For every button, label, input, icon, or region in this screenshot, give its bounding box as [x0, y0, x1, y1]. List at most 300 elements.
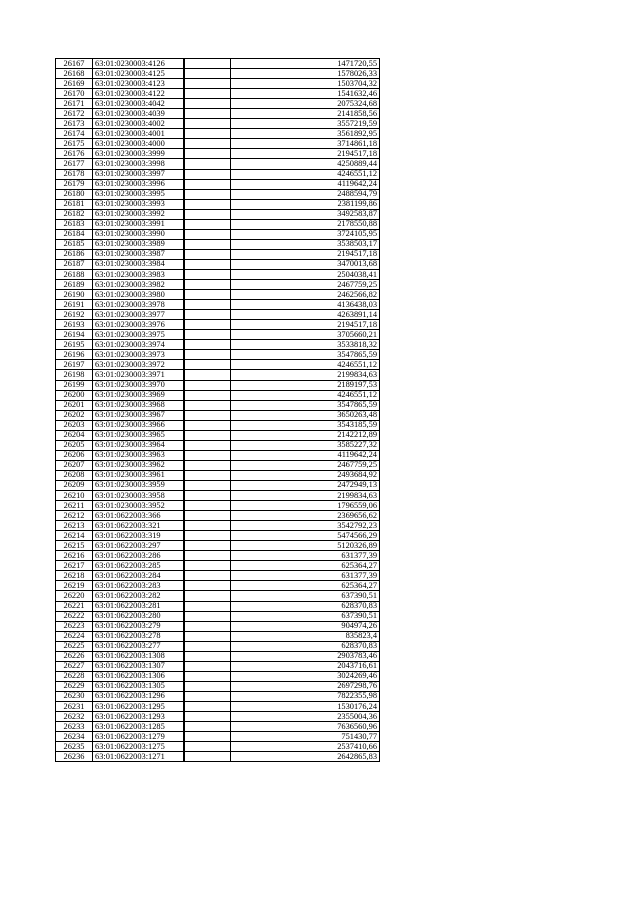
- cadastral-number: 63:01:0230003:3992: [93, 209, 185, 219]
- cadastral-number: 63:01:0230003:4039: [93, 109, 185, 119]
- empty-cell: [184, 641, 231, 651]
- row-number: 26221: [56, 601, 93, 611]
- cadastral-number: 63:01:0230003:3968: [93, 400, 185, 410]
- cadastral-value: 3024269,46: [231, 671, 380, 681]
- row-number: 26207: [56, 460, 93, 470]
- row-number: 26214: [56, 531, 93, 541]
- empty-cell: [184, 350, 231, 360]
- cadastral-value: 4119642,24: [231, 179, 380, 189]
- empty-cell: [184, 651, 231, 661]
- table-row: [56, 189, 380, 199]
- row-number: 26193: [56, 320, 93, 330]
- cadastral-number: 63:01:0230003:4042: [93, 99, 185, 109]
- row-number: 26178: [56, 169, 93, 179]
- row-number: 26223: [56, 621, 93, 631]
- table-row: [56, 742, 380, 752]
- empty-cell: [184, 219, 231, 229]
- cadastral-number: 63:01:0230003:3996: [93, 179, 185, 189]
- table-row: [56, 531, 380, 541]
- row-number: 26182: [56, 209, 93, 219]
- table-row: [56, 109, 380, 119]
- table-row: [56, 671, 380, 681]
- empty-cell: [184, 79, 231, 89]
- cadastral-value: 2504038,41: [231, 269, 380, 279]
- empty-cell: [184, 501, 231, 511]
- cadastral-value: 3492583,87: [231, 209, 380, 219]
- empty-cell: [184, 470, 231, 480]
- cadastral-value: 751430,77: [231, 732, 380, 742]
- row-number: 26183: [56, 219, 93, 229]
- cadastral-value: 2189197,53: [231, 380, 380, 390]
- row-number: 26194: [56, 330, 93, 340]
- empty-cell: [184, 370, 231, 380]
- cadastral-number: 63:01:0622003:285: [93, 561, 185, 571]
- empty-cell: [184, 249, 231, 259]
- cadastral-number: 63:01:0622003:1293: [93, 712, 185, 722]
- cadastral-number: 63:01:0230003:3980: [93, 290, 185, 300]
- cadastral-number: 63:01:0230003:3978: [93, 300, 185, 310]
- cadastral-value: 2488594,79: [231, 189, 380, 199]
- table-row: [56, 149, 380, 159]
- table-row: [56, 691, 380, 701]
- row-number: 26197: [56, 360, 93, 370]
- table-row: [56, 511, 380, 521]
- empty-cell: [184, 450, 231, 460]
- row-number: 26196: [56, 350, 93, 360]
- empty-cell: [184, 209, 231, 219]
- table-row: [56, 541, 380, 551]
- cadastral-number: 63:01:0230003:3970: [93, 380, 185, 390]
- empty-cell: [184, 139, 231, 149]
- row-number: 26203: [56, 420, 93, 430]
- cadastral-number: 63:01:0622003:280: [93, 611, 185, 621]
- table-row: [56, 310, 380, 320]
- empty-cell: [184, 621, 231, 631]
- cadastral-number: 63:01:0230003:3991: [93, 219, 185, 229]
- table-row: [56, 420, 380, 430]
- empty-cell: [184, 702, 231, 712]
- empty-cell: [184, 159, 231, 169]
- cadastral-number: 63:01:0230003:3990: [93, 229, 185, 239]
- empty-cell: [184, 601, 231, 611]
- table-row: [56, 651, 380, 661]
- cadastral-number: 63:01:0622003:319: [93, 531, 185, 541]
- cadastral-number: 63:01:0622003:281: [93, 601, 185, 611]
- row-number: 26222: [56, 611, 93, 621]
- cadastral-value: 3547865,59: [231, 350, 380, 360]
- row-number: 26227: [56, 661, 93, 671]
- table-row: [56, 561, 380, 571]
- row-number: 26176: [56, 149, 93, 159]
- cadastral-value: 2355004,36: [231, 712, 380, 722]
- cadastral-value: 2199834,63: [231, 491, 380, 501]
- cadastral-value: 3542792,23: [231, 521, 380, 531]
- empty-cell: [184, 280, 231, 290]
- empty-cell: [184, 722, 231, 732]
- empty-cell: [184, 691, 231, 701]
- table-row: [56, 119, 380, 129]
- table-row: [56, 631, 380, 641]
- cadastral-number: 63:01:0230003:3993: [93, 199, 185, 209]
- empty-cell: [184, 99, 231, 109]
- row-number: 26173: [56, 119, 93, 129]
- cadastral-value: 835823,4: [231, 631, 380, 641]
- empty-cell: [184, 511, 231, 521]
- cadastral-number: 63:01:0230003:3965: [93, 430, 185, 440]
- table-row: [56, 732, 380, 742]
- table-row: [56, 300, 380, 310]
- cadastral-number: 63:01:0622003:1271: [93, 752, 185, 762]
- empty-cell: [184, 541, 231, 551]
- empty-cell: [184, 752, 231, 762]
- cadastral-value: 7822355,98: [231, 691, 380, 701]
- cadastral-number: 63:01:0230003:4002: [93, 119, 185, 129]
- cadastral-value: 2199834,63: [231, 370, 380, 380]
- cadastral-value: 4119642,24: [231, 450, 380, 460]
- row-number: 26218: [56, 571, 93, 581]
- cadastral-number: 63:01:0230003:3989: [93, 239, 185, 249]
- empty-cell: [184, 259, 231, 269]
- row-number: 26219: [56, 581, 93, 591]
- empty-cell: [184, 561, 231, 571]
- row-number: 26212: [56, 511, 93, 521]
- cadastral-value: 628370,83: [231, 641, 380, 651]
- empty-cell: [184, 320, 231, 330]
- row-number: 26190: [56, 290, 93, 300]
- cadastral-number: 63:01:0230003:3998: [93, 159, 185, 169]
- cadastral-value: 2381199,86: [231, 199, 380, 209]
- cadastral-value: 3470013,68: [231, 259, 380, 269]
- cadastral-value: 2142212,89: [231, 430, 380, 440]
- row-number: 26199: [56, 380, 93, 390]
- empty-cell: [184, 460, 231, 470]
- row-number: 26234: [56, 732, 93, 742]
- cadastral-number: 63:01:0622003:284: [93, 571, 185, 581]
- row-number: 26233: [56, 722, 93, 732]
- empty-cell: [184, 380, 231, 390]
- cadastral-number: 63:01:0230003:3958: [93, 491, 185, 501]
- row-number: 26174: [56, 129, 93, 139]
- table-row: [56, 641, 380, 651]
- row-number: 26187: [56, 259, 93, 269]
- table-row: [56, 89, 380, 99]
- row-number: 26192: [56, 310, 93, 320]
- empty-cell: [184, 340, 231, 350]
- row-number: 26168: [56, 69, 93, 79]
- empty-cell: [184, 300, 231, 310]
- row-number: 26231: [56, 702, 93, 712]
- cadastral-number: 63:01:0230003:3964: [93, 440, 185, 450]
- cadastral-number: 63:01:0230003:4122: [93, 89, 185, 99]
- empty-cell: [184, 149, 231, 159]
- cadastral-number: 63:01:0230003:3972: [93, 360, 185, 370]
- row-number: 26232: [56, 712, 93, 722]
- empty-cell: [184, 199, 231, 209]
- row-number: 26215: [56, 541, 93, 551]
- row-number: 26208: [56, 470, 93, 480]
- cadastral-number: 63:01:0230003:3983: [93, 269, 185, 279]
- cadastral-number: 63:01:0230003:3982: [93, 280, 185, 290]
- empty-cell: [184, 169, 231, 179]
- table-row: [56, 621, 380, 631]
- table-row: [56, 320, 380, 330]
- cadastral-value: 2194517,18: [231, 149, 380, 159]
- row-number: 26195: [56, 340, 93, 350]
- table-row: [56, 722, 380, 732]
- cadastral-number: 63:01:0622003:297: [93, 541, 185, 551]
- table-row: [56, 229, 380, 239]
- row-number: 26188: [56, 269, 93, 279]
- cadastral-number: 63:01:0230003:3987: [93, 249, 185, 259]
- empty-cell: [184, 430, 231, 440]
- cadastral-value: 3561892,95: [231, 129, 380, 139]
- empty-cell: [184, 330, 231, 340]
- table-row: [56, 239, 380, 249]
- cadastral-value: 2194517,18: [231, 249, 380, 259]
- table-row: [56, 601, 380, 611]
- cadastral-number: 63:01:0622003:1279: [93, 732, 185, 742]
- row-number: 26177: [56, 159, 93, 169]
- cadastral-number: 63:01:0622003:1307: [93, 661, 185, 671]
- cadastral-value: 1796559,06: [231, 501, 380, 511]
- row-number: 26200: [56, 390, 93, 400]
- cadastral-number: 63:01:0230003:4000: [93, 139, 185, 149]
- cadastral-value: 7636560,96: [231, 722, 380, 732]
- empty-cell: [184, 189, 231, 199]
- row-number: 26185: [56, 239, 93, 249]
- cadastral-number: 63:01:0230003:3984: [93, 259, 185, 269]
- table-row: [56, 551, 380, 561]
- cadastral-value: 5120326,89: [231, 541, 380, 551]
- empty-cell: [184, 661, 231, 671]
- table-row: [56, 491, 380, 501]
- cadastral-value: 628370,83: [231, 601, 380, 611]
- cadastral-number: 63:01:0230003:3975: [93, 330, 185, 340]
- row-number: 26169: [56, 79, 93, 89]
- cadastral-value: 3533818,32: [231, 340, 380, 350]
- empty-cell: [184, 179, 231, 189]
- empty-cell: [184, 521, 231, 531]
- row-number: 26226: [56, 651, 93, 661]
- cadastral-value: 637390,51: [231, 591, 380, 601]
- table-row: [56, 370, 380, 380]
- cadastral-value: 3724105,95: [231, 229, 380, 239]
- cadastral-value: 2537410,66: [231, 742, 380, 752]
- empty-cell: [184, 742, 231, 752]
- table-row: [56, 199, 380, 209]
- empty-cell: [184, 119, 231, 129]
- cadastral-value: 2141858,56: [231, 109, 380, 119]
- table-row: [56, 280, 380, 290]
- row-number: 26189: [56, 280, 93, 290]
- cadastral-value: 631377,39: [231, 551, 380, 561]
- row-number: 26186: [56, 249, 93, 259]
- empty-cell: [184, 611, 231, 621]
- row-number: 26220: [56, 591, 93, 601]
- cadastral-number: 63:01:0230003:3961: [93, 470, 185, 480]
- cadastral-value: 2472949,13: [231, 480, 380, 490]
- cadastral-value: 2467759,25: [231, 460, 380, 470]
- cadastral-number: 63:01:0230003:3963: [93, 450, 185, 460]
- table-row: [56, 430, 380, 440]
- cadastral-value: 2194517,18: [231, 320, 380, 330]
- table-row: [56, 99, 380, 109]
- row-number: 26206: [56, 450, 93, 460]
- row-number: 26202: [56, 410, 93, 420]
- cadastral-value: 3585227,32: [231, 440, 380, 450]
- empty-cell: [184, 551, 231, 561]
- cadastral-number: 63:01:0230003:3959: [93, 480, 185, 490]
- cadastral-value: 4263891,14: [231, 310, 380, 320]
- row-number: 26235: [56, 742, 93, 752]
- empty-cell: [184, 290, 231, 300]
- table-row: [56, 480, 380, 490]
- table-row: [56, 611, 380, 621]
- row-number: 26184: [56, 229, 93, 239]
- empty-cell: [184, 712, 231, 722]
- table-row: [56, 340, 380, 350]
- empty-cell: [184, 581, 231, 591]
- row-number: 26217: [56, 561, 93, 571]
- empty-cell: [184, 681, 231, 691]
- cadastral-value: 1530176,24: [231, 702, 380, 712]
- table-row: [56, 350, 380, 360]
- row-number: 26236: [56, 752, 93, 762]
- empty-cell: [184, 129, 231, 139]
- row-number: 26216: [56, 551, 93, 561]
- empty-cell: [184, 400, 231, 410]
- table-row: [56, 59, 380, 69]
- cadastral-value: 2369656,62: [231, 511, 380, 521]
- cadastral-value: 2178550,88: [231, 219, 380, 229]
- row-number: 26201: [56, 400, 93, 410]
- empty-cell: [184, 390, 231, 400]
- cadastral-number: 63:01:0622003:1308: [93, 651, 185, 661]
- row-number: 26179: [56, 179, 93, 189]
- row-number: 26209: [56, 480, 93, 490]
- cadastral-number: 63:01:0230003:3974: [93, 340, 185, 350]
- cadastral-value: 4250889,44: [231, 159, 380, 169]
- table-row: [56, 581, 380, 591]
- table-row: [56, 571, 380, 581]
- row-number: 26181: [56, 199, 93, 209]
- cadastral-value: 4136438,03: [231, 300, 380, 310]
- cadastral-value: 2462566,82: [231, 290, 380, 300]
- cadastral-value: 2493684,92: [231, 470, 380, 480]
- cadastral-value: 637390,51: [231, 611, 380, 621]
- empty-cell: [184, 671, 231, 681]
- table-row: [56, 159, 380, 169]
- table-row: [56, 681, 380, 691]
- cadastral-value: 2697298,76: [231, 681, 380, 691]
- cadastral-number: 63:01:0622003:366: [93, 511, 185, 521]
- empty-cell: [184, 440, 231, 450]
- row-number: 26171: [56, 99, 93, 109]
- table-row: [56, 440, 380, 450]
- cadastral-value: 3650263,48: [231, 410, 380, 420]
- cadastral-value: 3705660,21: [231, 330, 380, 340]
- table-row: [56, 380, 380, 390]
- cadastral-number: 63:01:0622003:1275: [93, 742, 185, 752]
- cadastral-number: 63:01:0230003:3977: [93, 310, 185, 320]
- cadastral-number: 63:01:0622003:283: [93, 581, 185, 591]
- table-row: [56, 69, 380, 79]
- cadastral-number: 63:01:0230003:4001: [93, 129, 185, 139]
- row-number: 26170: [56, 89, 93, 99]
- table-row: [56, 470, 380, 480]
- table-row: [56, 501, 380, 511]
- table-row: [56, 179, 380, 189]
- row-number: 26191: [56, 300, 93, 310]
- empty-cell: [184, 69, 231, 79]
- cadastral-number: 63:01:0230003:3997: [93, 169, 185, 179]
- empty-cell: [184, 480, 231, 490]
- table-row: [56, 752, 380, 762]
- cadastral-value: 4246551,12: [231, 360, 380, 370]
- table-row: [56, 219, 380, 229]
- cadastral-value: 2075324,68: [231, 99, 380, 109]
- row-number: 26198: [56, 370, 93, 380]
- cadastral-number: 63:01:0230003:3999: [93, 149, 185, 159]
- empty-cell: [184, 109, 231, 119]
- cadastral-number: 63:01:0622003:278: [93, 631, 185, 641]
- cadastral-value: 4246551,12: [231, 390, 380, 400]
- cadastral-value: 2043716,61: [231, 661, 380, 671]
- table-row: [56, 269, 380, 279]
- table-row: [56, 390, 380, 400]
- empty-cell: [184, 732, 231, 742]
- empty-cell: [184, 571, 231, 581]
- table-row: [56, 460, 380, 470]
- row-number: 26204: [56, 430, 93, 440]
- cadastral-number: 63:01:0622003:1295: [93, 702, 185, 712]
- empty-cell: [184, 591, 231, 601]
- cadastral-number: 63:01:0230003:3952: [93, 501, 185, 511]
- empty-cell: [184, 491, 231, 501]
- cadastral-value: 3543185,59: [231, 420, 380, 430]
- cadastral-value: 2467759,25: [231, 280, 380, 290]
- row-number: 26228: [56, 671, 93, 681]
- table-row: [56, 521, 380, 531]
- row-number: 26211: [56, 501, 93, 511]
- cadastral-number: 63:01:0230003:3971: [93, 370, 185, 380]
- cadastral-value: 3557219,59: [231, 119, 380, 129]
- empty-cell: [184, 420, 231, 430]
- empty-cell: [184, 59, 231, 69]
- empty-cell: [184, 531, 231, 541]
- row-number: 26213: [56, 521, 93, 531]
- cadastral-number: 63:01:0622003:1306: [93, 671, 185, 681]
- row-number: 26175: [56, 139, 93, 149]
- table-row: [56, 290, 380, 300]
- cadastral-number: 63:01:0230003:3966: [93, 420, 185, 430]
- cadastral-value: 1503704,32: [231, 79, 380, 89]
- cadastral-number: 63:01:0622003:282: [93, 591, 185, 601]
- empty-cell: [184, 410, 231, 420]
- cadastral-value: 631377,39: [231, 571, 380, 581]
- empty-cell: [184, 631, 231, 641]
- table-row: [56, 249, 380, 259]
- cadastral-number: 63:01:0622003:286: [93, 551, 185, 561]
- cadastral-number: 63:01:0622003:1285: [93, 722, 185, 732]
- table-row: [56, 129, 380, 139]
- cadastral-value: 625364,27: [231, 581, 380, 591]
- row-number: 26167: [56, 59, 93, 69]
- cadastral-value: 3714861,18: [231, 139, 380, 149]
- table-row: [56, 400, 380, 410]
- cadastral-number: 63:01:0622003:279: [93, 621, 185, 631]
- empty-cell: [184, 360, 231, 370]
